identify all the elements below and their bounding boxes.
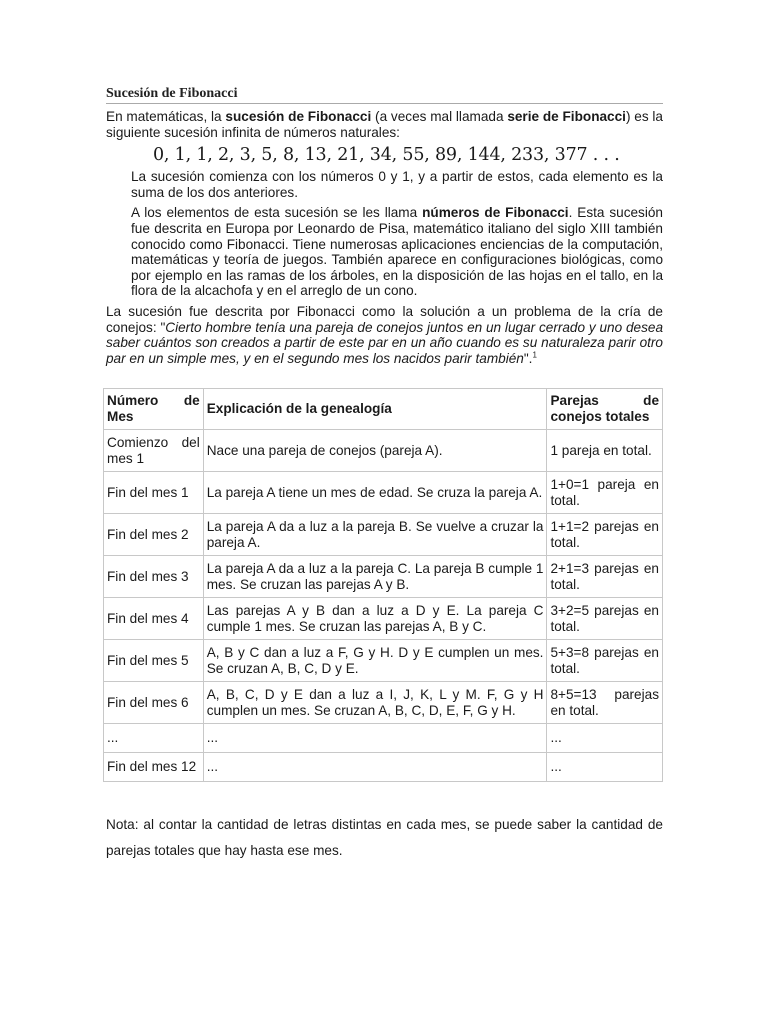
table-row	[104, 640, 663, 682]
cell-explanation: La pareja A da a luz a la pareja C. La pareja B cumple 1 mes. Se cruzan las parejas A y B.	[203, 556, 547, 598]
header-month: Número de Mes	[104, 389, 204, 430]
footnote-ref[interactable]: 1	[532, 350, 537, 360]
rabbit-quote: Cierto hombre tenía una pareja de conejos juntos en un lugar cerrado y uno desea saber cuántos son creados a partir de este par en un año cuando es su naturaleza parir otro par en un simple mes, y en el segundo mes los nacidos parir también	[106, 319, 664, 366]
history-text-1: A los elementos de esta sucesión se les llama	[131, 205, 423, 221]
cell-month: Fin del mes 3	[104, 556, 204, 598]
intro-text-1: En matemáticas, la	[106, 109, 226, 124]
intro-text-2: (a veces mal llamada	[371, 109, 508, 124]
fibonacci-sequence-formula: 0, 1, 1, 2, 3, 5, 8, 13, 21, 34, 55, 89, 144, 233, 377 . . .	[153, 145, 620, 166]
table-row	[104, 514, 663, 556]
table-row	[104, 430, 663, 472]
table-row	[104, 598, 663, 640]
cell-explanation: La pareja A tiene un mes de edad. Se cruza la pareja A.	[203, 472, 547, 514]
cell-explanation: A, B y C dan a luz a F, G y H. D y E cumplen un mes. Se cruzan A, B, C, D y E.	[203, 640, 547, 682]
intro-text-3: ) es la siguiente sucesión infinita de números naturales:	[106, 109, 663, 140]
cell-pairs: 8+5=13 parejas en total.	[547, 682, 663, 724]
cell-explanation: ...	[203, 724, 547, 753]
cell-pairs: 5+3=8 parejas en total.	[547, 640, 663, 682]
cell-month: Fin del mes 2	[104, 514, 204, 556]
table-header-row	[104, 389, 663, 430]
cell-pairs: ...	[547, 753, 663, 782]
definition-paragraph: La sucesión comienza con los números 0 y 1, y a partir de estos, cada elemento es la suma de los dos anteriores.	[131, 169, 663, 200]
genealogy-table	[103, 388, 663, 782]
cell-month: Fin del mes 1	[104, 472, 204, 514]
cell-pairs: 1+1=2 parejas en total.	[547, 514, 663, 556]
rabbit-problem-paragraph	[106, 304, 663, 366]
cell-month: Fin del mes 4	[104, 598, 204, 640]
cell-pairs: ...	[547, 724, 663, 753]
rabbit-text-2: ".	[523, 350, 533, 366]
table-row	[104, 724, 663, 753]
cell-month: Fin del mes 6	[104, 682, 204, 724]
cell-explanation: A, B, C, D y E dan a luz a I, J, K, L y M. F, G y H cumplen un mes. Se cruzan A, B, C, D, E, F, G y H.	[203, 682, 547, 724]
table-row	[104, 472, 663, 514]
cell-pairs: 1+0=1 pareja en total.	[547, 472, 663, 514]
page-title: Sucesión de Fibonacci	[106, 86, 663, 104]
header-explanation: Explicación de la genealogía	[203, 389, 547, 430]
history-text-2: . Esta sucesión fue descrita en Europa por Leonardo de Pisa, matemático italiano del siglo XIII también conocido como Fibonacci. Tiene numerosas aplicaciones enciencias de la computación, matemáticas y teoría de juegos. También aparece en configuraciones biológicas, como por ejemplo en las ramas de los árboles, en la disposición de las hojas en el tallo, en la flora de la alcachofa y en el arreglo de un cono.	[131, 205, 663, 299]
intro-bold-2: serie de Fibonacci	[507, 109, 626, 124]
cell-explanation: Las parejas A y B dan a luz a D y E. La pareja C cumple 1 mes. Se cruzan las parejas A, B y C.	[203, 598, 547, 640]
cell-month: Fin del mes 12	[104, 753, 204, 782]
intro-bold-1: sucesión de Fibonacci	[225, 109, 372, 124]
note-paragraph: Nota: al contar la cantidad de letras distintas en cada mes, se puede saber la cantidad de parejas totales que hay hasta ese mes.	[106, 817, 663, 858]
history-paragraph	[131, 205, 663, 299]
cell-month: Fin del mes 5	[104, 640, 204, 682]
cell-month: Comienzo del mes 1	[104, 430, 204, 472]
table-row	[104, 753, 663, 782]
cell-explanation: Nace una pareja de conejos (pareja A).	[203, 430, 547, 472]
table-row	[104, 556, 663, 598]
intro-paragraph	[106, 109, 663, 140]
rabbit-text-1: La sucesión fue descrita por Fibonacci como la solución a un problema de la cría de conejos: "	[106, 303, 663, 335]
cell-pairs: 2+1=3 parejas en total.	[547, 556, 663, 598]
header-pairs: Parejas de conejos totales	[547, 389, 663, 430]
cell-explanation: ...	[203, 753, 547, 782]
cell-pairs: 3+2=5 parejas en total.	[547, 598, 663, 640]
table-row	[104, 682, 663, 724]
history-bold: números de Fibonacci	[422, 205, 569, 221]
cell-explanation: La pareja A da a luz a la pareja B. Se vuelve a cruzar la pareja A.	[203, 514, 547, 556]
cell-pairs: 1 pareja en total.	[547, 430, 663, 472]
document-body	[106, 86, 663, 366]
cell-month: ...	[104, 724, 204, 753]
